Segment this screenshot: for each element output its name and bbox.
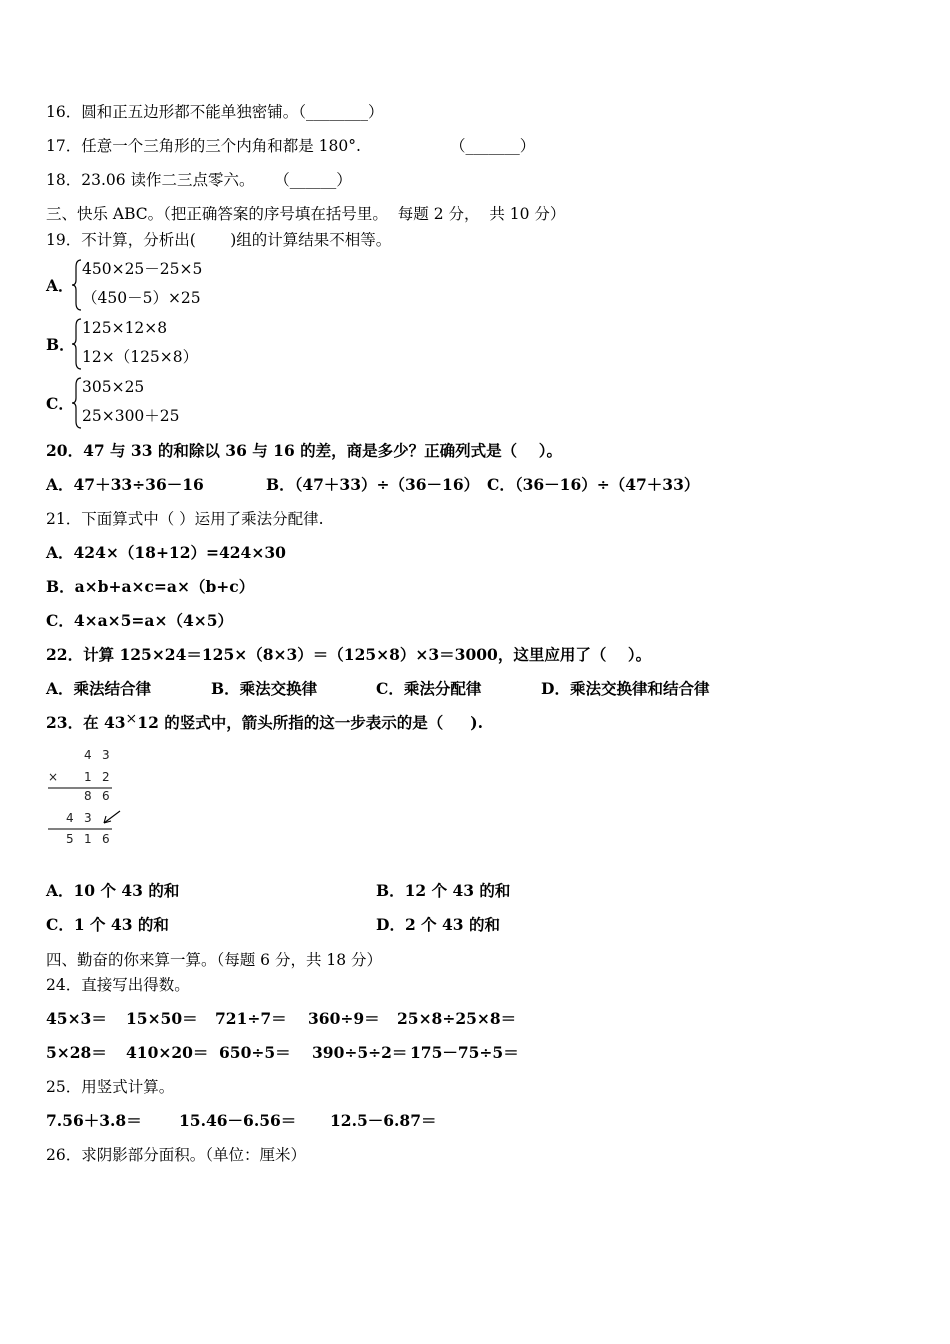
q19-option-b-label: B．	[46, 335, 75, 354]
question-17: 17．任意一个三角形的三个内角和都是 180°.	[46, 137, 361, 155]
calc-r1-d1: 4	[84, 748, 92, 762]
q19-option-c-label: C．	[46, 394, 74, 413]
q23-option-d: D．2 个 43 的和	[376, 915, 500, 934]
q25-item: 12.5－6.87＝	[330, 1111, 437, 1130]
vertical-multiplication-figure	[46, 745, 126, 850]
q24-item: 721÷7＝	[215, 1009, 287, 1028]
q25-item: 15.46－6.56＝	[179, 1111, 297, 1130]
q19-option-b-brace	[72, 318, 82, 370]
section-4-heading: 四、勤奋的你来算一算。（每题 6 分，共 18 分）	[46, 951, 383, 969]
question-17-blank: （_______）	[450, 137, 536, 155]
q21-option-a: A．424×（18+12）=424×30	[46, 543, 286, 562]
calc-r5-d3: 6	[102, 832, 110, 846]
q19-option-c-line2: 25×300＋25	[82, 407, 180, 425]
q19-option-c-brace	[72, 377, 82, 429]
q24-item: 25×8÷25×8＝	[397, 1009, 517, 1028]
q24-item: 45×3＝	[46, 1009, 107, 1028]
calc-r5-d1: 5	[66, 832, 74, 846]
question-19-stem: 19．不计算，分析出( )组的计算结果不相等。	[46, 231, 392, 249]
calc-r3-d2: 6	[102, 789, 110, 803]
calc-r3-d1: 8	[84, 789, 92, 803]
calc-r2-d2: 2	[102, 770, 110, 784]
q19-option-b-line2: 12×（125×8）	[82, 348, 199, 366]
question-24-stem: 24．直接写出得数。	[46, 976, 190, 994]
q23-stem-pre: 23．在 43	[46, 713, 126, 732]
q23-option-b: B．12 个 43 的和	[376, 881, 511, 900]
calc-r4-d1: 4	[66, 811, 74, 825]
q24-item: 175－75÷5＝	[410, 1043, 519, 1062]
question-23-stem	[46, 713, 483, 734]
question-26: 26．求阴影部分面积。（单位：厘米）	[46, 1146, 306, 1164]
q23-option-a: A．10 个 43 的和	[46, 881, 180, 900]
calc-r4-d2: 3	[84, 811, 92, 825]
q23-stem-post: 12 的竖式中，箭头所指的这一步表示的是（ ).	[137, 713, 483, 732]
q21-option-b: B．a×b+a×c=a×（b+c）	[46, 577, 255, 596]
q22-option-d: D．乘法交换律和结合律	[541, 679, 710, 698]
q23-stem-times: ×	[125, 711, 138, 727]
question-18: 18．23.06 读作二三点零六。 （______）	[46, 171, 352, 189]
q20-option-c: C．（36－16）÷（47＋33）	[487, 475, 700, 494]
q20-option-a: A．47＋33÷36－16	[46, 475, 204, 494]
calc-r2-d1: 1	[84, 770, 92, 784]
q24-item: 15×50＝	[126, 1009, 198, 1028]
q22-option-c: C．乘法分配律	[376, 679, 482, 698]
q19-option-a-brace	[72, 259, 82, 311]
q19-option-a-line2: （450－5）×25	[82, 289, 201, 307]
q20-option-b: B．（47＋33）÷（36－16）	[266, 475, 480, 494]
q25-item: 7.56＋3.8＝	[46, 1111, 142, 1130]
q24-item: 360÷9＝	[308, 1009, 380, 1028]
q19-option-a-label: A．	[46, 276, 74, 295]
section-3-heading: 三、快乐 ABC。（把正确答案的序号填在括号里。 每题 2 分， 共 10 分）	[46, 205, 566, 223]
question-21-stem: 21．下面算式中（ ）运用了乘法分配律.	[46, 510, 324, 528]
q24-item: 5×28＝	[46, 1043, 107, 1062]
question-25-stem: 25．用竖式计算。	[46, 1078, 175, 1096]
q19-option-b-line1: 125×12×8	[82, 319, 168, 337]
q19-option-c-line1: 305×25	[82, 378, 145, 396]
question-20-stem: 20．47 与 33 的和除以 36 与 16 的差，商是多少？正确列式是（ ）。	[46, 441, 562, 460]
q19-option-a-line1: 450×25－25×5	[82, 260, 203, 278]
q24-item: 650÷5＝	[219, 1043, 291, 1062]
q21-option-c: C．4×a×5=a×（4×5）	[46, 611, 233, 630]
q24-item: 410×20＝	[126, 1043, 209, 1062]
calc-r5-d2: 1	[84, 832, 92, 846]
q22-option-a: A．乘法结合律	[46, 679, 152, 698]
calc-r1-d2: 3	[102, 748, 110, 762]
question-16: 16．圆和正五边形都不能单独密铺。（________）	[46, 103, 384, 121]
q24-item: 390÷5÷2＝	[312, 1043, 408, 1062]
q23-option-c: C．1 个 43 的和	[46, 915, 169, 934]
question-22-stem: 22．计算 125×24＝125×（8×3）＝（125×8）×3＝3000，这里应用了（ ）。	[46, 645, 652, 664]
calc-times-sign: ×	[48, 770, 59, 784]
q22-option-b: B．乘法交换律	[211, 679, 318, 698]
